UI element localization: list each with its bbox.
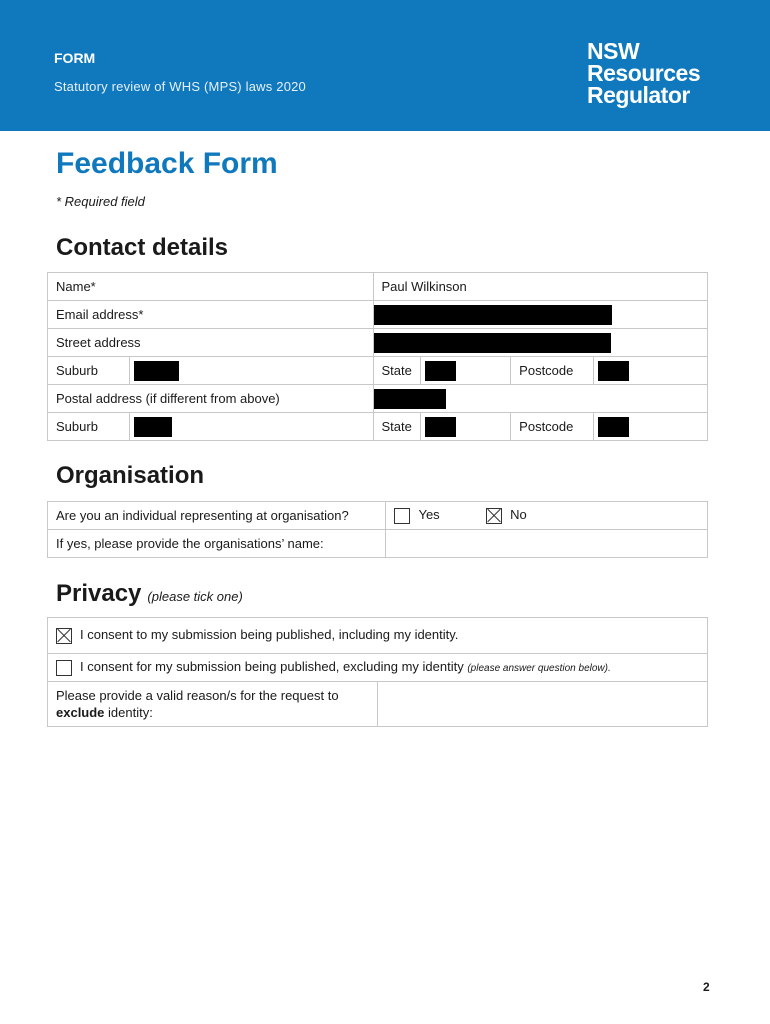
organisation-name-field[interactable] xyxy=(386,530,708,558)
postcode-label: Postcode xyxy=(511,413,594,441)
street-label: Street address xyxy=(48,329,374,357)
form-subtitle: Statutory review of WHS (MPS) laws 2020 xyxy=(54,79,306,94)
logo-line: Resources xyxy=(587,60,701,86)
redaction-box xyxy=(374,305,612,325)
postal-field[interactable] xyxy=(373,385,708,413)
email-field[interactable] xyxy=(373,301,708,329)
no-checkbox[interactable] xyxy=(486,508,502,524)
logo-line: NSW xyxy=(587,38,640,64)
postcode-label: Postcode xyxy=(511,357,594,385)
table-row xyxy=(48,329,708,357)
privacy-table xyxy=(47,617,708,727)
no-label: No xyxy=(510,507,527,523)
suburb-field[interactable] xyxy=(129,357,373,385)
logo-line: Regulator xyxy=(587,82,690,108)
email-label: Email address* xyxy=(48,301,374,329)
privacy-heading xyxy=(56,580,243,608)
table-row xyxy=(48,618,708,654)
contact-heading: Contact details xyxy=(56,234,229,261)
page-number: 2 xyxy=(703,980,710,994)
postcode-field[interactable] xyxy=(594,357,708,385)
exclude-reason-bold: exclude xyxy=(56,705,105,720)
suburb-label: Suburb xyxy=(48,413,130,441)
exclude-reason-suffix: identity: xyxy=(108,705,153,720)
postcode-field[interactable] xyxy=(594,413,708,441)
table-row xyxy=(48,502,708,530)
consent-including-checkbox[interactable] xyxy=(56,628,72,644)
organisation-name-question: If yes, please provide the organisations’ name: xyxy=(48,530,386,558)
yes-checkbox[interactable] xyxy=(394,508,410,524)
page-header xyxy=(0,0,770,131)
consent-excluding-checkbox[interactable] xyxy=(56,660,72,676)
redaction-box xyxy=(425,361,456,381)
table-row xyxy=(48,413,708,441)
contact-details-table xyxy=(47,272,708,441)
exclude-reason-field[interactable] xyxy=(377,682,707,727)
nsw-resources-regulator-logo xyxy=(587,40,700,106)
representing-question: Are you an individual representing at organisation? xyxy=(48,502,386,530)
table-row xyxy=(48,357,708,385)
form-tag: FORM xyxy=(54,50,96,66)
privacy-heading-note: (please tick one) xyxy=(147,589,243,604)
privacy-option-1 xyxy=(48,618,708,654)
state-label: State xyxy=(373,357,420,385)
state-field[interactable] xyxy=(420,357,510,385)
redaction-box xyxy=(425,417,456,437)
organisation-heading: Organisation xyxy=(56,462,205,489)
table-row xyxy=(48,530,708,558)
redaction-box xyxy=(598,417,629,437)
table-row xyxy=(48,385,708,413)
consent-excluding-note: (please answer question below). xyxy=(467,663,611,675)
name-field[interactable]: Paul Wilkinson xyxy=(373,273,708,301)
table-row xyxy=(48,273,708,301)
redaction-box xyxy=(598,361,629,381)
privacy-heading-text: Privacy xyxy=(56,580,142,607)
exclude-reason-prefix: Please provide a valid reason/s for the request to xyxy=(56,688,339,703)
consent-excluding-label: I consent for my submission being published, excluding my identity xyxy=(80,659,464,675)
postal-label: Postal address (if different from above) xyxy=(48,385,374,413)
state-field[interactable] xyxy=(420,413,510,441)
suburb-field[interactable] xyxy=(129,413,373,441)
consent-including-label: I consent to my submission being published, including my identity. xyxy=(80,627,459,643)
redaction-box xyxy=(134,361,179,381)
organisation-table xyxy=(47,501,708,558)
page-title: Feedback Form xyxy=(56,147,278,180)
name-label: Name* xyxy=(48,273,374,301)
required-note: * Required field xyxy=(56,194,145,209)
redaction-box xyxy=(374,333,611,353)
privacy-option-2 xyxy=(48,654,708,682)
street-field[interactable] xyxy=(373,329,708,357)
state-label: State xyxy=(373,413,420,441)
suburb-label: Suburb xyxy=(48,357,130,385)
exclude-reason-label xyxy=(48,682,378,727)
redaction-box xyxy=(374,389,446,409)
table-row xyxy=(48,301,708,329)
table-row xyxy=(48,654,708,682)
redaction-box xyxy=(134,417,172,437)
yes-label: Yes xyxy=(418,507,440,523)
representing-options xyxy=(386,502,708,530)
table-row xyxy=(48,682,708,727)
